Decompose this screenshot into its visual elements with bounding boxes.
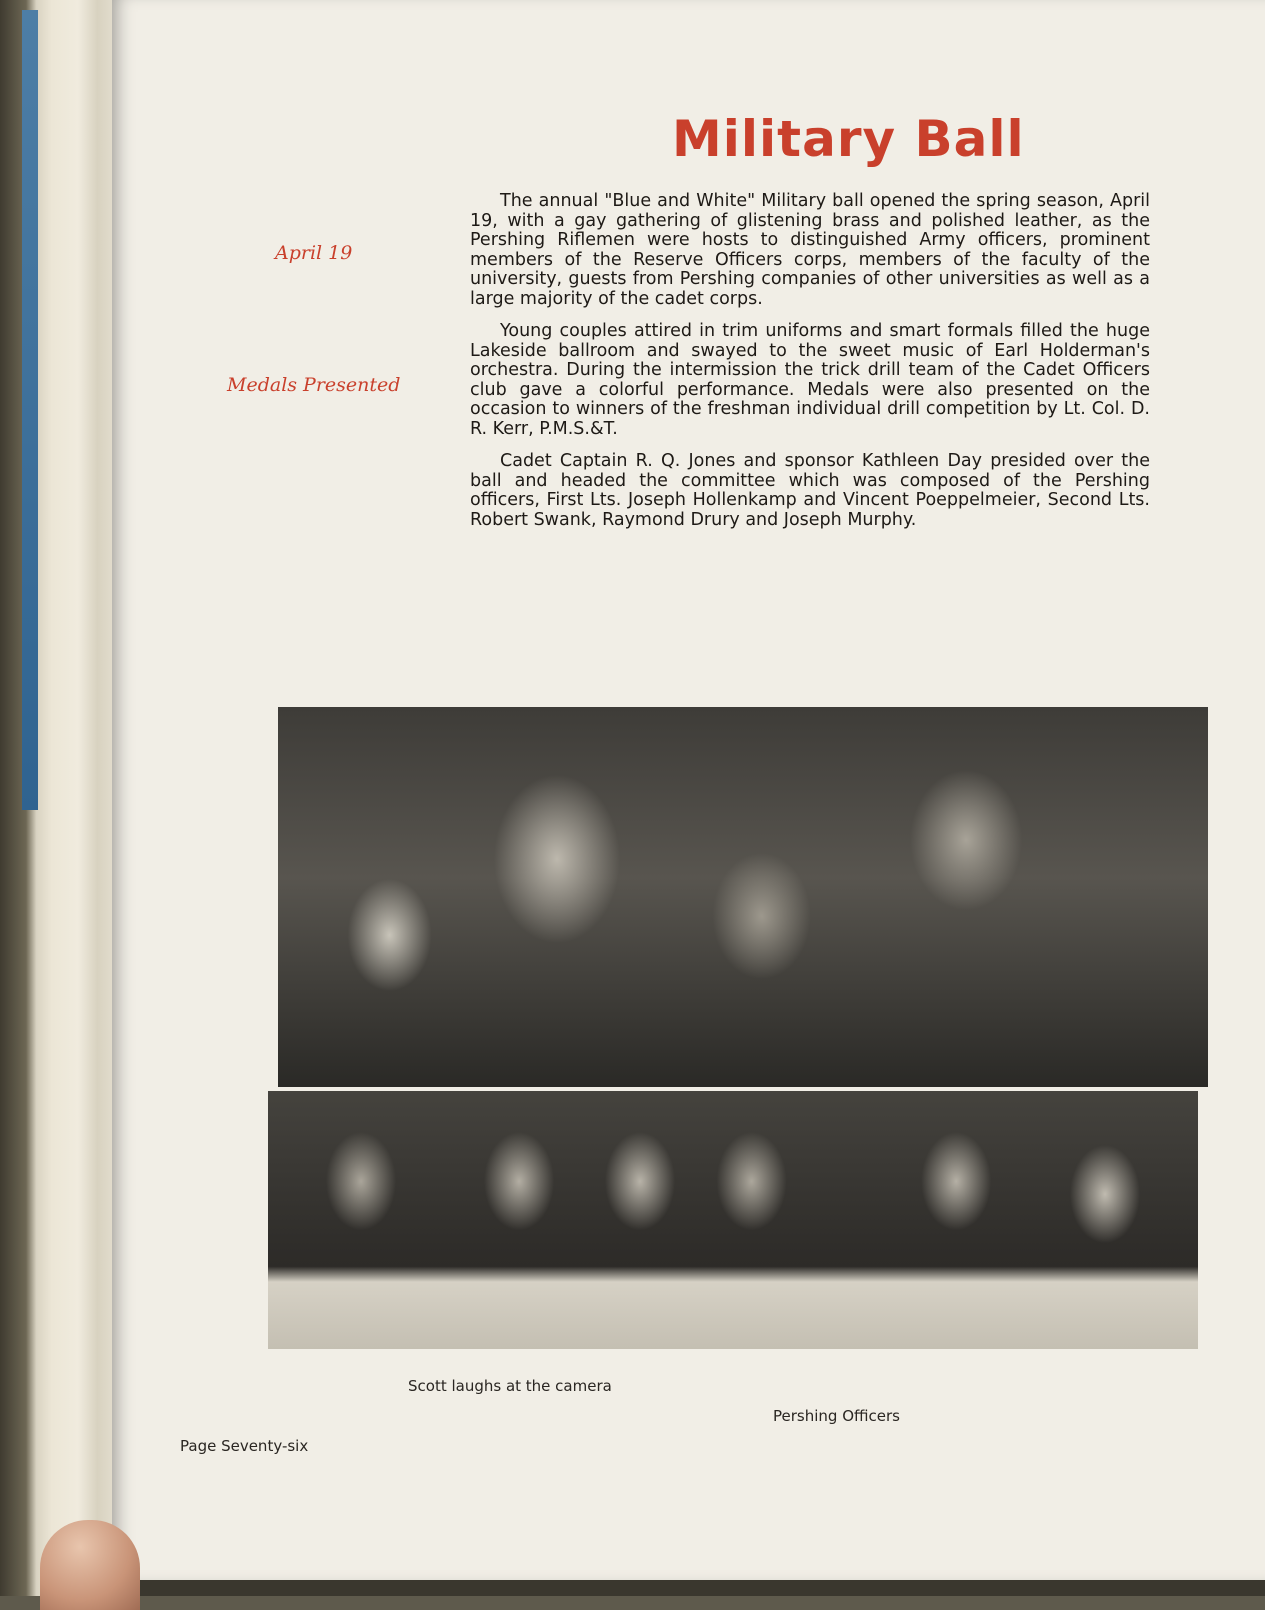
paragraph-1: The annual "Blue and White" Military ball opened the spring season, April 19, with a gay gathering of glistening brass and polished leather, as the Pershing Riflemen were hosts to distinguished Army officers, prominent members of the Reserve Officers corps, members of the faculty of the university, guests from Pershing companies of other universities as well as a large majority of the cadet corps.: [470, 191, 1150, 309]
caption-scott: Scott laughs at the camera: [408, 1377, 612, 1395]
book-bottom-edge: [112, 1580, 1265, 1596]
side-note-medals: Medals Presented: [227, 374, 401, 396]
pershing-officers-photo: [268, 1091, 1198, 1349]
page-number: Page Seventy-six: [180, 1437, 309, 1455]
dancing-couples-photo: [278, 707, 1208, 1087]
side-note-date: April 19: [275, 242, 353, 264]
page-title: Military Ball: [672, 110, 1025, 168]
thumb: [40, 1520, 140, 1610]
paragraph-2: Young couples attired in trim uniforms and smart formals filled the huge Lakeside ballroom and swayed to the sweet music of Earl Holderman's orchestra. During the intermission the trick drill team of the Cadet Officers club gave a colorful performance. Medals were also presented on the occasion to winners of the freshman individual drill competition by Lt. Col. D. R. Kerr, P.M.S.&T.: [470, 321, 1150, 439]
book-page-edges: [0, 0, 130, 1596]
caption-pershing-officers: Pershing Officers: [773, 1407, 900, 1425]
yearbook-page: [112, 0, 1265, 1580]
book-spine-stripe: [22, 10, 38, 810]
paragraph-3: Cadet Captain R. Q. Jones and sponsor Kathleen Day presided over the ball and headed the committee which was composed of the Pershing officers, First Lts. Joseph Hollenkamp and Vincent Poeppelmeier, Second Lts. Robert Swank, Raymond Drury and Joseph Murphy.: [470, 451, 1150, 530]
article-body: [470, 192, 1150, 543]
